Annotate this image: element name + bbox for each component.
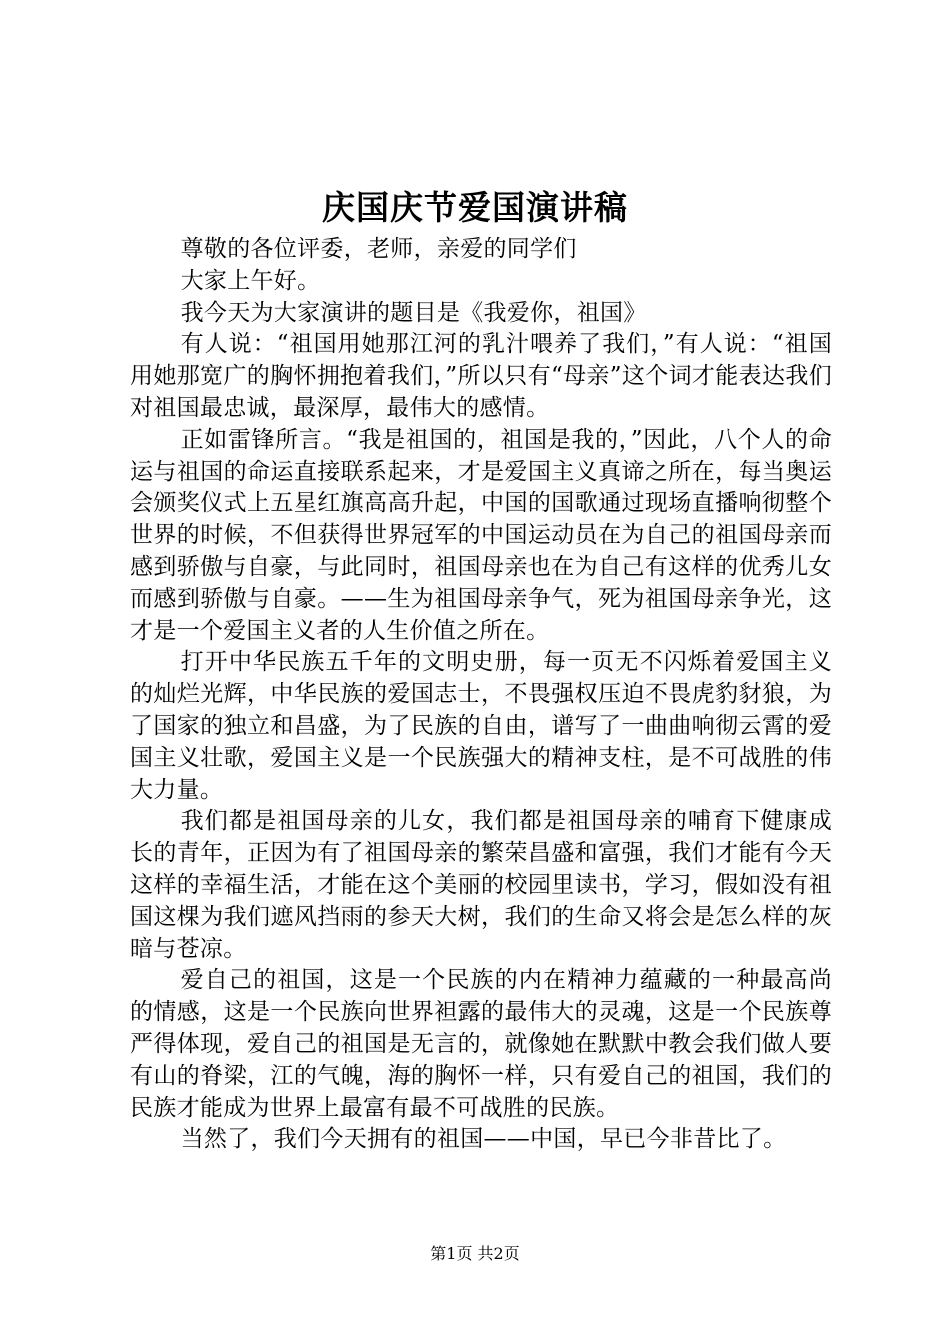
paragraph: 正如雷锋所言。“我是祖国的，祖国是我的，”因此，八个人的命运与祖国的命运直接联系起来，才是爱国主义真谛之所在，每当奥运会颁奖仪式上五星红旗高高升起，中国的国歌通过现场直播响彻整个世界的时候，不但获得世界冠军的中国运动员在为自己的祖国母亲而感到骄傲与自豪，与此同时，祖国母亲也在为自己有这样的优秀儿女而感到骄傲与自豪。——生为祖国母亲争气，死为祖国母亲争光，这才是一个爱国主义者的人生价值之所在。 (130, 426, 832, 644)
document-body (130, 234, 832, 1156)
paragraph-salutation: 尊敬的各位评委，老师，亲爱的同学们 (180, 236, 577, 262)
paragraph-topic: 我今天为大家演讲的题目是《我爱你，祖国》 (180, 299, 647, 326)
document-title: 庆国庆节爱国演讲稿 (322, 188, 628, 227)
paragraph: 我们都是祖国母亲的儿女，我们都是祖国母亲的哺育下健康成长的青年，正因为有了祖国母亲的繁荣昌盛和富强，我们才能有今天这样的幸福生活，才能在这个美丽的校园里读书，学习，假如没有祖国这棵为我们遮风挡雨的参天大树，我们的生命又将会是怎么样的灰暗与苍凉。 (130, 808, 832, 962)
paragraph-greeting: 大家上午好。 (180, 267, 321, 294)
paragraph: 打开中华民族五千年的文明史册，每一页无不闪烁着爱国主义的灿烂光辉，中华民族的爱国志士，不畏强权压迫不畏虎豹豺狼，为了国家的独立和昌盛，为了民族的自由，谱写了一曲曲响彻云霄的爱国主义壮歌，爱国主义是一个民族强大的精神支柱，是不可战胜的伟大力量。 (130, 649, 832, 803)
page-number-footer: 第1页 共2页 (430, 1244, 520, 1263)
paragraph: 爱自己的祖国，这是一个民族的内在精神力蕴藏的一种最高尚的情感，这是一个民族向世界袒露的最伟大的灵魂，这是一个民族尊严得体现，爱自己的祖国是无言的，就像她在默默中教会我们做人要有山的脊梁，江的气魄，海的胸怀一样，只有爱自己的祖国，我们的民族才能成为世界上最富有最不可战胜的民族。 (130, 967, 832, 1121)
paragraph: 有人说：“祖国用她那江河的乳汁喂养了我们，”有人说：“祖国用她那宽广的胸怀拥抱着我们，”所以只有“母亲”这个词才能表达我们对祖国最忠诚，最深厚，最伟大的感情。 (130, 331, 832, 421)
paragraph: 当然了，我们今天拥有的祖国——中国，早已今非昔比了。 (180, 1126, 787, 1153)
